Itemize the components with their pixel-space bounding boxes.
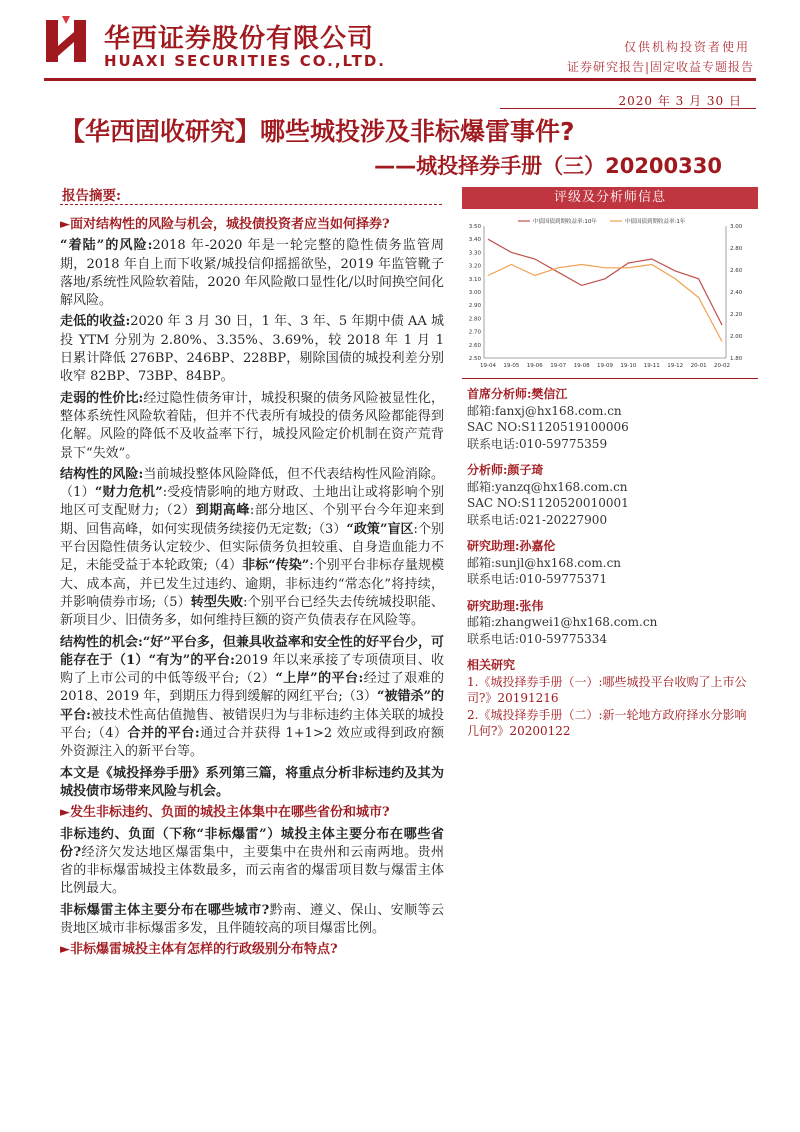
paragraph-text: 经过隐性债务审计，城投积聚的债务风险被显性化，整体系统性风险软着陆，但并不代表所有城投的债务风险都能得到化解。风险的降低不及收益率下行，城投风险定价机制在资产荒背景下“失效”。 xyxy=(60,390,444,461)
paragraph-text: 当前城投整体风险降低，但不代表结构性风险消除。（1） xyxy=(60,466,444,501)
y-tick-label-right: 3.00 xyxy=(730,224,743,230)
x-tick-label: 20-01 xyxy=(690,363,707,369)
analyst-info xyxy=(467,386,757,740)
paragraph-text: 被技术性高估值抛售、被错误归为与非标违约主体关联的城投平台;（4） xyxy=(60,707,444,742)
yield-line-chart xyxy=(458,212,758,374)
page-title: 【华西固收研究】哪些城投涉及非标爆雷事件? xyxy=(60,117,575,146)
report-date: 2020 年 3 月 30 日 xyxy=(618,94,742,108)
risk-item: 非标“传染” xyxy=(242,558,310,574)
date-divider xyxy=(500,108,756,109)
header-divider xyxy=(44,78,756,81)
paragraph-text: :个别平台因隐性债务认定较少、但实际债务负担较重、自身造血能力不足，未能受益于本轮政策;（4） xyxy=(60,521,444,574)
analyst-block xyxy=(467,462,757,528)
x-tick-label: 19-11 xyxy=(643,363,660,369)
x-tick-label: 19-12 xyxy=(667,363,684,369)
paragraph-value xyxy=(60,390,444,463)
y-tick-label-right: 2.80 xyxy=(730,246,743,252)
panel-header: 评级及分析师信息 xyxy=(462,187,758,209)
y-tick-label-left: 3.20 xyxy=(468,263,481,270)
series-line xyxy=(488,239,722,325)
analyst-phone: 联系电话:010-59775359 xyxy=(467,436,608,451)
related-research-title: 相关研究 xyxy=(467,658,516,672)
paragraph-text: :部分地区、个别平台今年迎来到期、回售高峰，如何实现债务续接仍无定数;（3） xyxy=(60,503,444,537)
x-tick-label: 19-08 xyxy=(573,363,590,369)
series-line xyxy=(488,265,722,342)
paragraph-text: :受疫情影响的地方财政、土地出让或将影响个别地区可支配财力;（2） xyxy=(60,485,444,519)
analyst-name: 首席分析师:樊信江 xyxy=(467,387,568,401)
y-tick-label-right: 2.60 xyxy=(730,268,743,274)
paragraph-heading: 走低的收益: xyxy=(60,314,131,330)
analyst-email: 邮箱:yanzq@hx168.com.cn xyxy=(467,479,628,494)
y-tick-label-right: 2.40 xyxy=(730,290,743,296)
section-question-2: ►发生非标违约、负面的城投主体集中在哪些省份和城市? xyxy=(60,805,390,821)
analyst-email: 邮箱:zhangwei1@hx168.com.cn xyxy=(467,615,658,629)
y-tick-label-left: 2.70 xyxy=(468,329,481,336)
paragraph-heading: 非标爆雷主体主要分布在哪些城市? xyxy=(60,902,270,918)
y-tick-label-left: 2.90 xyxy=(468,303,481,310)
paragraph-text: 黔南、遵义、保山、安顺等云贵地区城市非标爆雷多发，且伴随较高的项目爆雷比例。 xyxy=(60,902,444,936)
y-tick-label-left: 2.50 xyxy=(468,356,481,362)
related-research-link[interactable]: 1.《城投择券手册（一）:哪些城投平台收购了上市公司?》20191216 xyxy=(467,674,747,705)
y-tick-label-left: 3.40 xyxy=(468,237,481,244)
analyst-phone: 联系电话:010-59775334 xyxy=(467,631,608,646)
paragraph-cities xyxy=(60,902,444,939)
analyst-name: 研究助理:孙嘉伦 xyxy=(467,539,556,553)
panel-divider xyxy=(462,378,758,379)
paragraph-heading: 非标违约、负面（下称“非标爆雷”）城投主体主要分布在哪些省份? xyxy=(60,826,444,860)
paragraph-landing-risk xyxy=(60,237,444,310)
paragraph-text: 2019 年以来承接了专项债项目、收购了上市公司的中低等级平台;（2） xyxy=(60,652,444,687)
analyst-block xyxy=(467,386,757,452)
y-tick-label-left: 3.00 xyxy=(468,290,481,296)
opportunity-item: “上岸”的平台: xyxy=(275,671,364,687)
y-tick-label-left: 3.50 xyxy=(468,224,481,230)
analyst-sac: SAC NO:S1120520010001 xyxy=(467,496,629,510)
risk-item: 转型失败 xyxy=(190,594,244,610)
x-tick-label: 19-04 xyxy=(480,363,496,369)
paragraph-text: 经过了艰难的 2018、2019 年，到期压力得到缓解的网红平台;（3） xyxy=(60,671,444,705)
analyst-phone: 联系电话:021-20227900 xyxy=(467,512,608,527)
paragraph-series-note: 本文是《城投择券手册》系列第三篇，将重点分析非标违约及其为城投债市场带来风险与机会。 xyxy=(60,765,444,799)
y-tick-label-right: 1.80 xyxy=(730,356,743,362)
huaxi-logo-icon xyxy=(44,16,94,66)
audience-note: 仅供机构投资者使用 xyxy=(623,40,750,54)
paragraph-structural-opportunity xyxy=(60,634,444,762)
brand-name-cn: 华西证券股份有限公司 xyxy=(104,24,375,54)
analyst-sac: SAC NO:S1120519100006 xyxy=(467,420,629,434)
summary-label: 报告摘要: xyxy=(62,188,121,204)
analyst-email: 邮箱:fanxj@hx168.com.cn xyxy=(467,403,622,418)
related-research-link[interactable]: 2.《城投择券手册（二）:新一轮地方政府择水分影响几何?》20200122 xyxy=(467,707,747,738)
summary-divider xyxy=(60,204,442,205)
analyst-name: 研究助理:张伟 xyxy=(467,598,544,613)
y-tick-label-right: 2.20 xyxy=(730,312,743,318)
risk-item: 到期高峰 xyxy=(195,503,250,519)
legend-label: 中债国债到期收益率:10年 xyxy=(533,219,597,225)
y-tick-label-left: 2.80 xyxy=(468,316,481,323)
brand-name-en: HUAXI SECURITIES CO.,LTD. xyxy=(104,52,386,70)
analyst-email: 邮箱:sunjl@hx168.com.cn xyxy=(467,555,622,570)
paragraph-text: 2018 年-2020 年是一轮完整的隐性债务监管周期，2018 年自上而下收紧/城投信仰摇摇欲坠，2019 年监管靴子落地/系统性风险软着陆，2020 年风险敞口显性化/以时间换空间化解风险。 xyxy=(60,238,444,309)
x-tick-label: 19-07 xyxy=(550,363,567,369)
paragraph-text: :个别平台非标存量规模大、成本高，并已发生过违约、逾期，非标违约“常态化”将持续，并影响债券市场;（5） xyxy=(60,558,444,610)
paragraph-yield xyxy=(60,313,444,386)
paragraph-heading: “着陆”的风险: xyxy=(60,238,153,254)
analyst-phone: 联系电话:010-59775371 xyxy=(467,572,608,586)
paragraph-text: 通过合并获得 1+1>2 效应或得到政府额外资源注入的新平台等。 xyxy=(60,726,444,760)
x-tick-label: 20-02 xyxy=(714,363,730,369)
paragraph-heading: 结构性的机会:“好”平台多，但兼具收益率和安全性的好平台少，可能存在于（1）“有为”的平台: xyxy=(60,634,444,668)
report-category: 证券研究报告|固定收益专题报告 xyxy=(566,60,754,74)
report-summary-body xyxy=(60,216,444,963)
x-tick-label: 19-06 xyxy=(526,363,543,369)
x-tick-label: 19-09 xyxy=(597,363,613,369)
analyst-name: 分析师:颜子琦 xyxy=(467,463,544,477)
x-tick-label: 19-05 xyxy=(503,363,520,369)
paragraph-heading: 结构性的风险: xyxy=(60,466,144,482)
risk-item: “政策”盲区 xyxy=(346,521,414,537)
analyst-block xyxy=(467,598,757,648)
legend-label: 中债国债到期收益率:1年 xyxy=(625,219,686,225)
page-subtitle: ——城投择券手册（三）20200330 xyxy=(374,154,722,178)
y-tick-label-left: 3.10 xyxy=(468,276,481,283)
y-tick-label-right: 2.00 xyxy=(730,334,743,340)
y-tick-label-left: 3.30 xyxy=(468,250,481,257)
section-question-1: ►面对结构性的风险与机会，城投债投资者应当如何择券? xyxy=(60,217,390,232)
risk-item: “财力危机” xyxy=(94,485,163,501)
analyst-block xyxy=(467,538,757,588)
paragraph-text: 2020 年 3 月 30 日，1 年、3 年、5 年期中债 AA 城投 YTM 分别为 2.80%、3.35%、3.69%，较 2018 年 1 月 1 日累计降低 276BP、246BP、228BP，剔除国债的城投利差分别收窄 82BP、73BP、84BP。 xyxy=(60,314,444,385)
y-tick-label-left: 2.60 xyxy=(468,342,481,349)
paragraph-text: :个别平台已经失去传统城投职能、新项目少、旧债务多，如何维持巨额的资产负债表存在风险等。 xyxy=(60,594,444,629)
paragraph-structural-risk xyxy=(60,466,444,631)
opportunity-item: “被错杀”的平台: xyxy=(60,689,444,723)
section-question-3: ►非标爆雷城投主体有怎样的行政级别分布特点? xyxy=(60,942,338,958)
opportunity-item: 合并的平台: xyxy=(127,726,200,742)
paragraph-heading: 走弱的性价比: xyxy=(60,390,144,406)
paragraph-provinces xyxy=(60,826,444,899)
x-tick-label: 19-10 xyxy=(620,363,637,369)
paragraph-text: 经济欠发达地区爆雷集中，主要集中在贵州和云南两地。贵州省的非标爆雷城投主体数最多，而云南省的爆雷项目数与爆雷主体比例最大。 xyxy=(60,844,444,897)
